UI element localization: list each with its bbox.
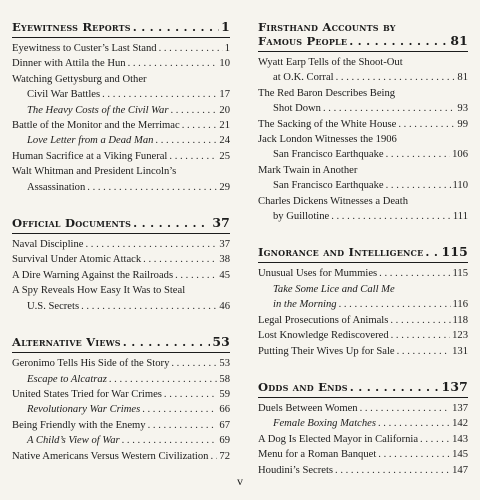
- dot-leader: [210, 449, 217, 464]
- dot-leader: [379, 266, 450, 281]
- toc-entry: [12, 299, 230, 314]
- dot-leader: [159, 41, 223, 56]
- toc-entry: [12, 356, 230, 371]
- entry-page-number: 59: [219, 388, 230, 400]
- dot-leader: [350, 380, 440, 394]
- toc-entry: [258, 70, 468, 85]
- entry-title: Survival Under Atomic Attack: [12, 254, 142, 266]
- entry-title: Duels Between Women: [258, 402, 358, 414]
- entry-title: Mark Twain in Another: [258, 164, 358, 176]
- toc-entry: [12, 252, 230, 267]
- dot-leader: [170, 103, 217, 118]
- entry-title: San Francisco Earthquake: [273, 180, 384, 192]
- toc-entry: [258, 147, 468, 162]
- entry-page-number: 21: [219, 120, 230, 132]
- toc-entry: [258, 266, 468, 281]
- entry-title: Female Boxing Matches: [273, 418, 376, 430]
- entry-title: A Child’s View of War: [27, 435, 120, 447]
- section-heading: [258, 34, 468, 52]
- entry-page-number: 123: [452, 330, 468, 342]
- dot-leader: [171, 356, 217, 371]
- section-title: Famous People: [258, 34, 348, 48]
- section-title-line1: Firsthand Accounts by: [258, 20, 396, 34]
- entry-page-number: 116: [452, 299, 468, 311]
- entry-page-number: 99: [457, 118, 468, 130]
- entry-title: The Red Baron Describes Being: [258, 87, 396, 99]
- toc-entry: [12, 268, 230, 283]
- entry-page-number: 69: [219, 435, 230, 447]
- entry-title: The Heavy Costs of the Civil War: [27, 104, 169, 116]
- dot-leader: [143, 252, 217, 267]
- entry-title: Watching Gettysburg and Other: [12, 73, 147, 85]
- entry-page-number: 118: [452, 314, 468, 326]
- entry-title: Shot Down: [273, 103, 321, 115]
- entry-title: San Francisco Earthquake: [273, 149, 384, 161]
- entry-page-number: 46: [219, 300, 230, 312]
- section-page-number: 81: [450, 33, 468, 48]
- entry-title: Love Letter from a Dead Man: [27, 135, 154, 147]
- entry-title: by Guillotine: [273, 211, 330, 223]
- right-column: [258, 20, 468, 478]
- toc-entry: [258, 178, 468, 193]
- entry-page-number: 37: [219, 239, 230, 251]
- entry-page-number: 58: [219, 373, 230, 385]
- toc-entry: [12, 283, 230, 298]
- toc-entry: [258, 86, 468, 101]
- toc-entry: [12, 149, 230, 164]
- section-title: Alternative Views: [12, 335, 121, 350]
- dot-leader: [133, 20, 219, 34]
- toc-entry: [258, 117, 468, 132]
- section-heading: [12, 20, 230, 38]
- toc-entry: [258, 432, 468, 447]
- entry-title: Houdini’s Secrets: [258, 464, 334, 476]
- entry-page-number: 106: [452, 149, 468, 161]
- dot-leader: [164, 387, 218, 402]
- section-heading: [12, 216, 230, 234]
- dot-leader: [331, 209, 451, 224]
- toc-entry: [12, 237, 230, 252]
- toc-entry: [12, 449, 230, 464]
- entry-title: Assassination: [27, 181, 86, 193]
- toc-entry: [12, 164, 230, 179]
- dot-leader: [349, 34, 448, 48]
- section-page-number: 115: [441, 244, 468, 260]
- entry-title: Legal Prosecutions of Animals: [258, 314, 389, 326]
- entry-page-number: 145: [452, 449, 468, 461]
- entry-page-number: 1: [224, 43, 230, 54]
- entry-title: Wyatt Earp Tells of the Shoot-Out: [258, 57, 403, 68]
- entry-title: Menu for a Roman Banquet: [258, 449, 377, 461]
- section-page-number: 1: [221, 19, 230, 34]
- entry-page-number: 20: [219, 104, 230, 116]
- entry-page-number: 111: [452, 211, 468, 223]
- section-page-number: 137: [441, 378, 468, 394]
- dot-leader: [398, 117, 455, 132]
- entry-page-number: 24: [219, 135, 230, 147]
- entry-page-number: 17: [219, 89, 230, 101]
- entry-page-number: 143: [452, 433, 468, 445]
- entry-title: Jack London Witnesses the 1906: [258, 134, 397, 146]
- entry-page-number: 93: [457, 103, 468, 115]
- section-heading: [258, 380, 468, 398]
- toc-entry: [258, 401, 468, 416]
- dot-leader: [155, 133, 217, 148]
- toc-section-firsthand: [258, 20, 468, 224]
- entry-title: Take Some Lice and Call Me: [273, 283, 395, 295]
- section-heading: [258, 245, 468, 263]
- left-column: [12, 20, 230, 464]
- toc-entry: [12, 433, 230, 448]
- entry-title: Naval Discipline: [12, 239, 84, 251]
- entry-title: Revolutionary War Crimes: [27, 404, 141, 416]
- entry-title: Being Friendly with the Enemy: [12, 419, 146, 431]
- toc-section-eyewitness: [12, 20, 230, 195]
- dot-leader: [86, 237, 218, 252]
- section-title: Odds and Ends: [258, 379, 348, 394]
- toc-entry: [12, 180, 230, 195]
- section-gap: [258, 359, 468, 380]
- entry-title: Walt Whitman and President Lincoln’s: [12, 166, 177, 178]
- dot-leader: [397, 344, 451, 359]
- dot-leader: [420, 432, 450, 447]
- toc-entry: [12, 372, 230, 387]
- entry-title: Eyewitness to Custer’s Last Stand: [12, 43, 157, 54]
- toc-entry: [12, 87, 230, 102]
- entry-title: Escape to Alcatraz: [27, 373, 107, 385]
- dot-leader: [122, 433, 218, 448]
- dot-leader: [169, 149, 217, 164]
- entry-page-number: 66: [219, 404, 230, 416]
- entry-title: A Spy Reveals How Easy It Was to Steal: [12, 285, 186, 297]
- entry-title: The Sacking of the White House: [258, 118, 397, 130]
- entry-page-number: 45: [219, 269, 230, 281]
- toc-entry: [12, 72, 230, 87]
- toc-entry: [12, 402, 230, 417]
- toc-entry: [12, 56, 230, 71]
- toc-entry: [258, 132, 468, 147]
- toc-entry: [12, 118, 230, 133]
- entry-page-number: 81: [457, 72, 468, 84]
- entry-title: United States Tried for War Crimes: [12, 388, 162, 400]
- dot-leader: [339, 297, 451, 312]
- toc-section-alternative: [12, 335, 230, 464]
- entry-title: Lost Knowledge Rediscovered: [258, 330, 389, 342]
- dot-leader: [378, 416, 450, 431]
- dot-leader: [148, 418, 218, 433]
- entry-title: in the Morning: [273, 299, 337, 311]
- entry-page-number: 72: [219, 450, 230, 462]
- section-title: Official Documents: [12, 216, 132, 231]
- section-page-number: 53: [212, 334, 230, 350]
- entry-page-number: 147: [452, 464, 468, 476]
- toc-entry: [258, 328, 468, 343]
- entry-title: Battle of the Monitor and the Merrimac: [12, 120, 180, 132]
- page-folio: v: [237, 474, 243, 488]
- entry-title: Putting Their Wives Up for Sale: [258, 345, 395, 357]
- dot-leader: [182, 118, 218, 133]
- dot-leader: [378, 447, 450, 462]
- toc-section-odds: [258, 380, 468, 478]
- entry-page-number: 110: [452, 180, 468, 192]
- entry-page-number: 131: [452, 345, 468, 357]
- dot-leader: [81, 299, 217, 314]
- toc-entry: [258, 313, 468, 328]
- entry-title: U.S. Secrets: [27, 300, 80, 312]
- section-heading: [12, 335, 230, 353]
- entry-page-number: 115: [452, 268, 468, 280]
- toc-entry: [12, 133, 230, 148]
- toc-entry: [12, 41, 230, 56]
- toc-entry: [258, 282, 468, 297]
- section-gap: [258, 224, 468, 245]
- toc-entry: [258, 55, 468, 70]
- dot-leader: [109, 372, 218, 387]
- section-gap: [12, 195, 230, 216]
- dot-leader: [386, 147, 451, 162]
- section-title: Eyewitness Reports: [12, 20, 131, 34]
- entry-title: A Dog Is Elected Mayor in California: [258, 433, 419, 445]
- dot-leader: [123, 335, 211, 349]
- entry-title: Human Sacrifice at a Viking Funeral: [12, 150, 168, 162]
- dot-leader: [175, 268, 217, 283]
- entry-page-number: 29: [219, 181, 230, 193]
- entry-page-number: 10: [219, 58, 230, 70]
- dot-leader: [336, 70, 456, 85]
- toc-entry: [258, 416, 468, 431]
- dot-leader: [102, 87, 217, 102]
- entry-page-number: 38: [219, 254, 230, 266]
- toc-section-ignorance: [258, 245, 468, 358]
- entry-title: Native Americans Versus Western Civilization: [12, 450, 209, 462]
- entry-title: Unusual Uses for Mummies: [258, 268, 378, 280]
- toc-section-official: [12, 216, 230, 314]
- entry-title: Dinner with Attila the Hun: [12, 58, 126, 70]
- entry-page-number: 25: [219, 150, 230, 162]
- entry-title: A Dire Warning Against the Railroads: [12, 269, 174, 281]
- dot-leader: [391, 328, 450, 343]
- dot-leader: [323, 101, 455, 116]
- toc-entry: [12, 418, 230, 433]
- toc-entry: [258, 447, 468, 462]
- entry-page-number: 67: [219, 419, 230, 431]
- dot-leader: [87, 180, 217, 195]
- dot-leader: [142, 402, 217, 417]
- dot-leader: [133, 216, 210, 230]
- toc-entry: [12, 387, 230, 402]
- dot-leader: [390, 313, 450, 328]
- toc-entry: [258, 297, 468, 312]
- dot-leader: [360, 401, 451, 416]
- toc-entry: [12, 103, 230, 118]
- section-page-number: 37: [212, 215, 230, 231]
- entry-title: Charles Dickens Witnesses a Death: [258, 195, 409, 207]
- entry-title: Geronimo Tells His Side of the Story: [12, 358, 170, 370]
- toc-entry: [258, 344, 468, 359]
- dot-leader: [386, 178, 451, 193]
- dot-leader: [128, 56, 218, 71]
- toc-entry: [258, 101, 468, 116]
- entry-page-number: 142: [452, 418, 468, 430]
- entry-title: Civil War Battles: [27, 89, 101, 101]
- toc-entry: [258, 194, 468, 209]
- section-title: Ignorance and Intelligence: [258, 245, 424, 260]
- entry-page-number: 137: [452, 402, 468, 414]
- toc-entry: [258, 209, 468, 224]
- entry-title: at O.K. Corral: [273, 72, 334, 84]
- section-gap: [12, 314, 230, 335]
- dot-leader: [425, 245, 439, 259]
- entry-page-number: 53: [219, 358, 230, 370]
- toc-entry: [258, 163, 468, 178]
